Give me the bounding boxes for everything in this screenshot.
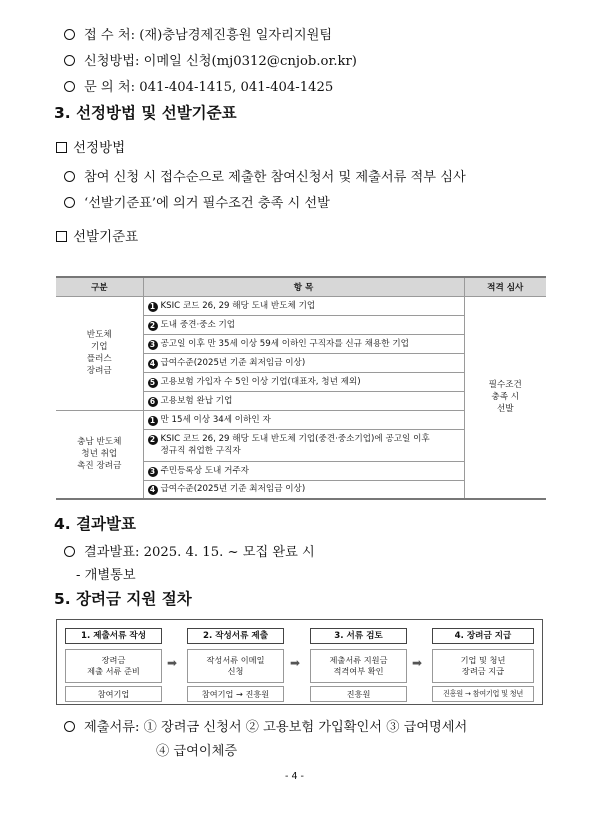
criteria-item: 4 급여수준(2025년 기준 최저임금 이상): [143, 480, 464, 499]
step-actor: 참여기업 → 진흥원: [187, 686, 284, 702]
criteria-item: 1 만 15세 이상 34세 이하인 자: [143, 410, 464, 429]
method-item-2: ‘선발기준표’에 의거 필수조건 충족 시 선발: [64, 192, 330, 211]
criteria-item: 4 급여수준(2025년 기준 최저임금 이상): [143, 353, 464, 372]
section5-title: 5. 장려금 지원 절차: [54, 590, 192, 608]
circle-bullet-icon: [64, 721, 75, 732]
docs-line-2: ④ 급여이체증: [156, 744, 238, 759]
criteria-item: 2 도내 중견·중소 기업: [143, 315, 464, 334]
table-row: [56, 296, 546, 315]
process-step-1: [65, 628, 162, 702]
header-category: 구분: [56, 277, 143, 296]
circle-bullet-icon: [64, 171, 75, 182]
step-actor: 진흥원 → 참여기업 및 청년: [432, 686, 534, 702]
method-value: 이메일 신청(mj0312@cnjob.or.kr): [143, 54, 357, 69]
process-step-2: [187, 628, 284, 702]
circle-bullet-icon: [64, 546, 75, 557]
number-badge-icon: 2: [148, 321, 158, 331]
arrow-right-icon: ➡: [290, 656, 301, 670]
step-description: 제출서류 지원금 적격여부 확인: [310, 649, 407, 683]
method-label: 신청방법:: [84, 54, 140, 69]
group-name-semiconductor-plus: 반도체 기업 플러스 장려금: [56, 296, 143, 410]
method-item-1: 참여 신청 시 접수순으로 제출한 참여신청서 및 제출서류 적부 심사: [64, 166, 466, 185]
process-diagram: [56, 619, 543, 705]
arrow-right-icon: ➡: [412, 656, 423, 670]
number-badge-icon: 2: [148, 435, 158, 445]
contact-receiver: [64, 24, 332, 43]
number-badge-icon: 4: [148, 359, 158, 369]
criteria-item: 1 KSIC 코드 26, 29 해당 도내 반도체 기업: [143, 296, 464, 315]
number-badge-icon: 3: [148, 340, 158, 350]
number-badge-icon: 1: [148, 302, 158, 312]
number-badge-icon: 1: [148, 416, 158, 426]
result-line: 결과발표: 2025. 4. 15. ~ 모집 완료 시: [64, 541, 315, 560]
method-heading: 선정방법: [56, 136, 125, 156]
arrow-right-icon: ➡: [167, 656, 178, 670]
circle-bullet-icon: [64, 197, 75, 208]
contact-phone: [64, 76, 333, 95]
criteria-item: 3 공고일 이후 만 35세 이상 59세 이하인 구직자를 신규 채용한 기업: [143, 334, 464, 353]
process-step-4: [432, 628, 534, 702]
criteria-item: 3 주민등록상 도내 거주자: [143, 461, 464, 480]
step-title: 2. 작성서류 제출: [187, 628, 284, 644]
square-bullet-icon: [56, 231, 67, 242]
header-review: 적격 심사: [464, 277, 546, 296]
phone-value: 041-404-1415, 041-404-1425: [139, 80, 334, 95]
table-header-row: [56, 277, 546, 296]
circle-bullet-icon: [64, 29, 75, 40]
receiver-value: (재)충남경제진흥원 일자리지원팀: [139, 28, 333, 43]
phone-label: 문 의 처:: [84, 80, 136, 95]
step-actor: 참여기업: [65, 686, 162, 702]
docs-line-1: 제출서류: ① 장려금 신청서 ② 고용보험 가입확인서 ③ 급여명세서: [64, 716, 467, 735]
number-badge-icon: 6: [148, 397, 158, 407]
group-name-youth-employment: 충남 반도체 청년 취업 촉진 장려금: [56, 410, 143, 499]
section3-title: 3. 선정방법 및 선발기준표: [54, 104, 237, 122]
number-badge-icon: 4: [148, 485, 158, 495]
page-number: - 4 -: [285, 771, 304, 782]
criteria-item: 6 고용보험 완납 기업: [143, 391, 464, 410]
number-badge-icon: 5: [148, 378, 158, 388]
step-description: 장려금 제출 서류 준비: [65, 649, 162, 683]
circle-bullet-icon: [64, 81, 75, 92]
step-actor: 진흥원: [310, 686, 407, 702]
notice-line: - 개별통보: [76, 568, 136, 583]
number-badge-icon: 3: [148, 467, 158, 477]
step-description: 작성서류 이메일 신청: [187, 649, 284, 683]
process-step-3: [310, 628, 407, 702]
criteria-heading: 선발기준표: [56, 225, 138, 245]
step-title: 3. 서류 검토: [310, 628, 407, 644]
header-item: 항 목: [143, 277, 464, 296]
square-bullet-icon: [56, 142, 67, 153]
review-cell: 필수조건 충족 시 선발: [464, 296, 546, 499]
criteria-table: [56, 276, 546, 500]
circle-bullet-icon: [64, 55, 75, 66]
contact-method: [64, 50, 357, 69]
section4-title: 4. 결과발표: [54, 515, 136, 533]
criteria-item: 2 KSIC 코드 26, 29 해당 도내 반도체 기업(중견·중소기업)에 공고일 이후 정규직 취업한 구직자: [143, 429, 464, 461]
receiver-label: 접 수 처:: [84, 28, 136, 43]
step-title: 1. 제출서류 작성: [65, 628, 162, 644]
step-description: 기업 및 청년 장려금 지급: [432, 649, 534, 683]
step-title: 4. 장려금 지급: [432, 628, 534, 644]
criteria-item: 5 고용보험 가입자 수 5인 이상 기업(대표자, 청년 제외): [143, 372, 464, 391]
